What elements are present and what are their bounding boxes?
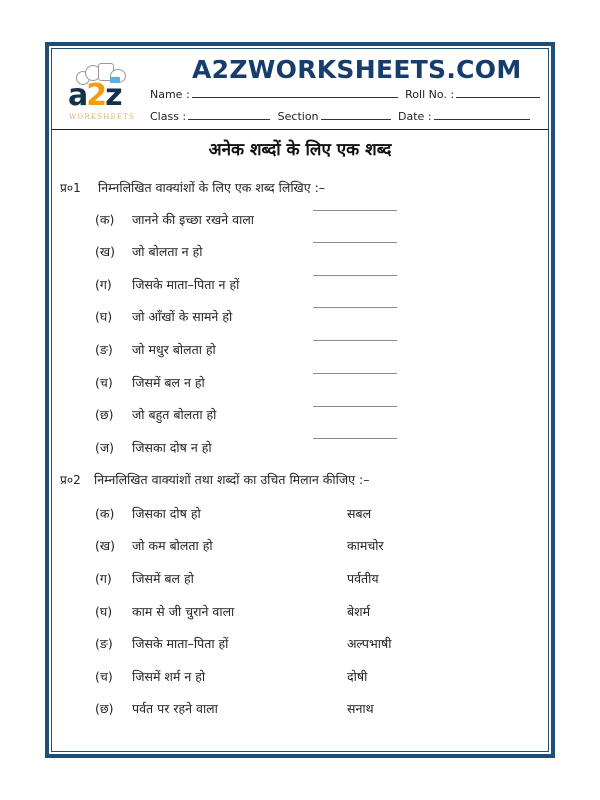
roll-field[interactable] bbox=[456, 87, 540, 98]
class-section-date-row bbox=[150, 109, 534, 123]
q1-item: (ग) जिसके माता–पिता न हों bbox=[95, 277, 240, 292]
q1-answer-blank[interactable] bbox=[313, 242, 397, 243]
section-label: Section bbox=[277, 110, 319, 123]
question-number: प्र०1 bbox=[60, 181, 81, 195]
q2-item: (ख) जो कम बोलता हो bbox=[95, 538, 213, 553]
date-label: Date : bbox=[398, 110, 432, 123]
class-label: Class : bbox=[150, 110, 187, 123]
q2-item: (च) जिसमें शर्म न हो bbox=[95, 669, 206, 684]
q1-item: (ङ) जो मधुर बोलता हो bbox=[95, 342, 216, 357]
question-2-heading bbox=[60, 471, 369, 488]
q1-answer-blank[interactable] bbox=[313, 406, 397, 407]
q1-item: (छ) जो बहुत बोलता हो bbox=[95, 407, 217, 422]
class-field[interactable] bbox=[188, 109, 270, 120]
roll-label: Roll No. : bbox=[405, 88, 455, 101]
q2-match-word: पर्वतीय bbox=[347, 571, 379, 586]
q1-item: (घ) जो आँखों के सामने हो bbox=[95, 309, 233, 324]
q2-match-word: सनाथ bbox=[347, 701, 374, 716]
q1-answer-blank[interactable] bbox=[313, 210, 397, 211]
q2-match-word: दोषी bbox=[347, 669, 368, 684]
q1-item: (ख) जो बोलता न हो bbox=[95, 244, 203, 259]
question-number: प्र०2 bbox=[60, 473, 81, 487]
q2-item: (ग) जिसमें बल हो bbox=[95, 571, 194, 586]
name-label: Name : bbox=[150, 88, 190, 101]
q1-item: (क) जानने की इच्छा रखने वाला bbox=[95, 212, 255, 227]
site-title: A2ZWORKSHEETS.COM bbox=[192, 55, 522, 84]
q1-item: (ज) जिसका दोष न हो bbox=[95, 440, 212, 455]
q2-item: (ङ) जिसके माता–पिता हों bbox=[95, 636, 229, 651]
worksheet-header bbox=[52, 49, 548, 130]
worksheet-frame-inner bbox=[51, 48, 549, 752]
logo-letters: a2z bbox=[68, 78, 121, 113]
section-field[interactable] bbox=[321, 109, 391, 120]
logo-brand-text: WORKSHEETS bbox=[68, 113, 136, 121]
q2-item: (छ) पर्वत पर रहने वाला bbox=[95, 701, 218, 716]
q1-answer-blank[interactable] bbox=[313, 340, 397, 341]
question-instruction: निम्नलिखित वाक्यांशों तथा शब्दों का उचित मिलान कीजिए :– bbox=[94, 472, 370, 487]
question-instruction: निम्नलिखित वाक्यांशों के लिए एक शब्द लिखिए :– bbox=[98, 180, 326, 195]
date-field[interactable] bbox=[434, 109, 530, 120]
q1-item: (च) जिसमें बल न हो bbox=[95, 375, 205, 390]
q1-answer-blank[interactable] bbox=[313, 373, 397, 374]
q2-item: (क) जिसका दोष हो bbox=[95, 506, 201, 521]
q2-match-word: बेशर्म bbox=[347, 604, 371, 619]
q2-match-word: सबल bbox=[347, 506, 372, 521]
name-field[interactable] bbox=[192, 87, 398, 98]
worksheet-frame bbox=[45, 42, 555, 758]
q2-match-word: अल्पभाषी bbox=[347, 636, 392, 651]
q1-answer-blank[interactable] bbox=[313, 275, 397, 276]
q1-answer-blank[interactable] bbox=[313, 307, 397, 308]
name-roll-row bbox=[150, 87, 544, 101]
a2z-logo bbox=[62, 63, 142, 123]
q2-match-word: कामचोर bbox=[347, 538, 384, 553]
worksheet-title: अनेक शब्दों के लिए एक शब्द bbox=[208, 140, 392, 160]
question-1-heading bbox=[60, 179, 325, 196]
q1-answer-blank[interactable] bbox=[313, 438, 397, 439]
q2-item: (घ) काम से जी चुराने वाला bbox=[95, 604, 235, 619]
